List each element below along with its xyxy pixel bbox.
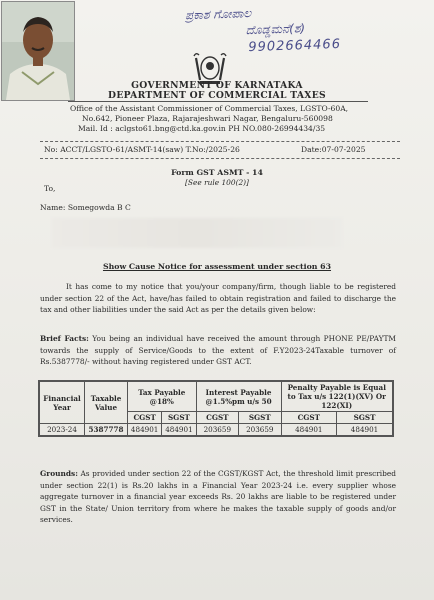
form-title: Form GST ASMT - 14 bbox=[171, 168, 263, 177]
handwritten-phone: 9902664466 bbox=[248, 36, 342, 56]
cell-year: 2023-24 bbox=[39, 424, 85, 437]
recipient-name: Name: Somegowda B C bbox=[40, 203, 131, 212]
notice-paragraph: It has come to my notice that you/your company/firm, though liable to be registered under section 22 of the Act, have/has failed to obtain registration and failed to discharge the tax and other liabilities under the said Act as per the details given below: bbox=[40, 282, 396, 315]
reference-top-rule bbox=[40, 141, 400, 142]
brief-facts bbox=[40, 333, 396, 368]
cell-interest-sgst: 203659 bbox=[239, 424, 281, 437]
reference-bottom-rule bbox=[40, 158, 400, 159]
office-line-2: No.642, Pioneer Plaza, Rajarajeshwari Nagar, Bengaluru-560098 bbox=[82, 114, 333, 123]
grounds-text: As provided under section 22 of the CGST/KGST Act, the threshold limit prescribed under section 22(1) is Rs.20 lakhs in a Financial Year 2023-24 i.e. every supplier whose aggregate turnover in a financial year exceeds Rs. 20 lakhs are liable to be registered under GST in the State/ Union territory from where he makes the taxable supply of goods and/or services. bbox=[40, 469, 396, 525]
header-interest-payable: Interest Payable @1.5%pm u/s 50 bbox=[196, 381, 281, 412]
handwritten-place: ದೊಡ್ಡಮನೆ(ಶ) bbox=[245, 21, 306, 38]
tax-table bbox=[38, 380, 394, 437]
header-penalty-payable: Penalty Payable is Equal to Tax u/s 122(1)(XV) Or 122(XI) bbox=[281, 381, 393, 412]
handwritten-name: ಪ್ರಕಾಶ ಗೋಪಾಲ bbox=[184, 6, 252, 23]
cell-taxable-value: 5387778 bbox=[85, 424, 128, 437]
cell-tax-sgst: 484901 bbox=[162, 424, 196, 437]
subheader-cgst: CGST bbox=[196, 412, 238, 424]
subheader-cgst: CGST bbox=[128, 412, 162, 424]
table-row bbox=[39, 424, 393, 437]
cell-penalty-cgst: 484901 bbox=[281, 424, 337, 437]
redacted-address bbox=[52, 218, 342, 248]
grounds bbox=[40, 468, 396, 526]
cell-penalty-sgst: 484901 bbox=[337, 424, 393, 437]
subheader-sgst: SGST bbox=[239, 412, 281, 424]
header-financial-year: Financial Year bbox=[39, 381, 85, 424]
recipient-to: To, bbox=[44, 184, 56, 193]
header-tax-payable: Tax Payable @18% bbox=[128, 381, 197, 412]
cell-tax-cgst: 484901 bbox=[128, 424, 162, 437]
office-line-3: Mail. Id : aclgsto61.bng@ctd.ka.gov.in PH NO.080-26994434/35 bbox=[78, 124, 326, 133]
subheader-cgst: CGST bbox=[281, 412, 337, 424]
brief-facts-label: Brief Facts: bbox=[40, 334, 89, 343]
cell-interest-cgst: 203659 bbox=[196, 424, 238, 437]
grounds-label: Grounds: bbox=[40, 469, 78, 478]
office-line-1: Office of the Assistant Commissioner of Commercial Taxes, LGSTO-60A, bbox=[70, 104, 349, 113]
form-rule: [See rule 100(2)] bbox=[185, 178, 249, 187]
subheader-sgst: SGST bbox=[337, 412, 393, 424]
brief-facts-text: You being an individual have received the amount through PHONE PE/PAYTM towards the supply of Service/Goods to the extent of F.Y2023-24Taxable turnover of Rs.5387778/- without having registered under GST ACT. bbox=[40, 334, 396, 367]
subheader-sgst: SGST bbox=[162, 412, 196, 424]
government-title: GOVERNMENT OF KARNATAKA bbox=[131, 80, 303, 91]
department-title: DEPARTMENT OF COMMERCIAL TAXES bbox=[108, 90, 326, 101]
office-address bbox=[70, 104, 348, 134]
notice-title: Show Cause Notice for assessment under section 63 bbox=[102, 262, 332, 271]
header-divider bbox=[68, 101, 368, 102]
header-taxable-value: Taxable Value bbox=[85, 381, 128, 424]
reference-date: Date:07-07-2025 bbox=[301, 145, 366, 154]
reference-number: No: ACCT/LGSTO-61/ASMT-14(saw) T.No:/2025-26 bbox=[44, 145, 240, 154]
